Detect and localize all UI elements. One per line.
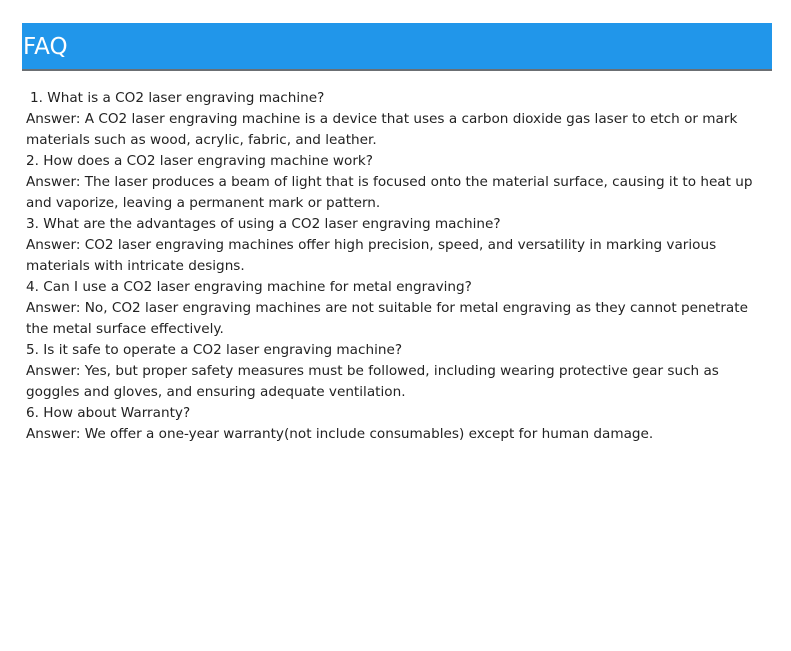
faq-list (26, 88, 766, 445)
faq-item (26, 214, 766, 277)
faq-item (26, 403, 766, 445)
faq-question: 5. Is it safe to operate a CO2 laser engraving machine? (26, 342, 403, 358)
faq-answer: Answer: We offer a one-year warranty(not include consumables) except for human damage. (26, 426, 654, 442)
faq-item (26, 277, 766, 340)
faq-item (26, 151, 766, 214)
faq-item (26, 88, 766, 151)
faq-title: FAQ (23, 34, 68, 60)
faq-header-bar (22, 23, 772, 71)
faq-question: 1. What is a CO2 laser engraving machine? (30, 90, 325, 106)
faq-item (26, 340, 766, 403)
faq-question: 3. What are the advantages of using a CO2 laser engraving machine? (26, 216, 501, 232)
faq-answer: Answer: No, CO2 laser engraving machines are not suitable for metal engraving as they cannot penetrate the metal surface effectively. (26, 300, 748, 337)
faq-answer: Answer: CO2 laser engraving machines offer high precision, speed, and versatility in marking various materials with intricate designs. (26, 237, 717, 274)
faq-question: 4. Can I use a CO2 laser engraving machine for metal engraving? (26, 279, 472, 295)
faq-answer: Answer: A CO2 laser engraving machine is a device that uses a carbon dioxide gas laser to etch or mark materials such as wood, acrylic, fabric, and leather. (26, 111, 738, 148)
faq-answer: Answer: Yes, but proper safety measures must be followed, including wearing protective gear such as goggles and gloves, and ensuring adequate ventilation. (26, 363, 719, 400)
faq-question: 6. How about Warranty? (26, 405, 191, 421)
faq-answer: Answer: The laser produces a beam of light that is focused onto the material surface, causing it to heat up and vaporize, leaving a permanent mark or pattern. (26, 174, 753, 211)
faq-question: 2. How does a CO2 laser engraving machine work? (26, 153, 374, 169)
